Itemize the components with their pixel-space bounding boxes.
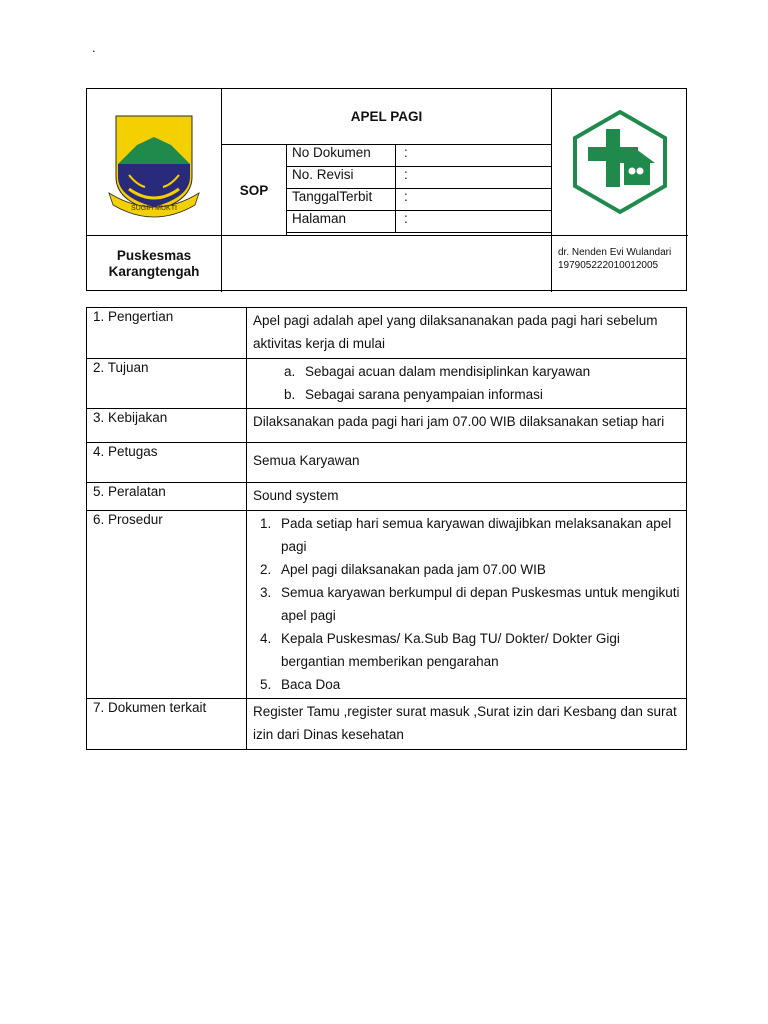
meta-row-no-revisi xyxy=(287,167,551,189)
meta-value: : xyxy=(404,167,408,182)
row-content: Apel pagi adalah apel yang dilaksananakan pada pagi hari sebelum aktivitas kerja di mulai xyxy=(247,308,687,359)
row-label: 5. Peralatan xyxy=(87,483,247,511)
document-meta xyxy=(287,145,551,236)
row-label: 2. Tujuan xyxy=(87,359,247,409)
meta-row-no-dokumen xyxy=(287,145,551,167)
sop-label: SOP xyxy=(222,145,287,236)
meta-label: Halaman xyxy=(292,211,347,226)
meta-value: : xyxy=(404,189,408,204)
row-label: 6. Prosedur xyxy=(87,511,247,699)
table-row xyxy=(87,483,687,511)
puskesmas-logo-cell xyxy=(551,89,688,236)
meta-label: TanggalTerbit xyxy=(292,189,373,204)
meta-label: No. Revisi xyxy=(292,167,354,182)
list-item: 5. Baca Doa xyxy=(275,673,680,696)
regency-logo-cell xyxy=(87,89,222,236)
org-line-2: Karangtengah xyxy=(108,264,200,279)
puskesmas-logo-icon xyxy=(552,89,689,236)
meta-row-tanggal-terbit xyxy=(287,189,551,211)
crest-motto: SUGIH MUKTI xyxy=(131,205,177,212)
row-label: 3. Kebijakan xyxy=(87,409,247,443)
meta-row-halaman xyxy=(287,211,551,233)
row-content: Register Tamu ,register surat masuk ,Surat izin dari Kesbang dan surat izin dari Dinas kesehatan xyxy=(247,699,687,750)
signature-blank xyxy=(222,236,551,292)
table-row xyxy=(87,409,687,443)
list-item: 4. Kepala Puskesmas/ Ka.Sub Bag TU/ Dokter/ Dokter Gigi bergantian memberikan pengarahan xyxy=(275,627,680,673)
sop-content-table xyxy=(86,307,687,750)
list-item: b. Sebagai sarana penyampaian informasi xyxy=(299,383,680,406)
regency-crest-icon xyxy=(87,89,222,236)
top-dot: . xyxy=(92,40,96,55)
row-content xyxy=(247,511,687,699)
signer-nip: 197905222010012005 xyxy=(558,260,659,271)
table-row xyxy=(87,443,687,483)
row-label: 7. Dokumen terkait xyxy=(87,699,247,750)
list-item: 2. Apel pagi dilaksanakan pada jam 07.00 WIB xyxy=(275,558,680,581)
meta-value: : xyxy=(404,211,408,226)
signer-name: dr. Nenden Evi Wulandari xyxy=(558,247,672,258)
list-item: 1. Pada setiap hari semua karyawan diwajibkan melaksanakan apel pagi xyxy=(275,512,680,558)
row-content: Sound system xyxy=(247,483,687,511)
table-row xyxy=(87,308,687,359)
row-content xyxy=(247,359,687,409)
list-item: 3. Semua karyawan berkumpul di depan Puskesmas untuk mengikuti apel pagi xyxy=(275,581,680,627)
row-content: Dilaksanakan pada pagi hari jam 07.00 WIB dilaksanakan setiap hari xyxy=(247,409,687,443)
meta-value: : xyxy=(404,145,408,160)
row-label: 4. Petugas xyxy=(87,443,247,483)
row-label: 1. Pengertian xyxy=(87,308,247,359)
organization-name xyxy=(87,236,222,292)
sop-header-table xyxy=(86,88,687,291)
table-row xyxy=(87,359,687,409)
table-row xyxy=(87,699,687,750)
document-title: APEL PAGI xyxy=(222,89,551,145)
org-line-1: Puskesmas xyxy=(116,248,192,263)
signer-block xyxy=(551,236,688,292)
row-content: Semua Karyawan xyxy=(247,443,687,483)
list-item: a. Sebagai acuan dalam mendisiplinkan karyawan xyxy=(299,360,680,383)
meta-label: No Dokumen xyxy=(292,145,371,160)
table-row xyxy=(87,511,687,699)
